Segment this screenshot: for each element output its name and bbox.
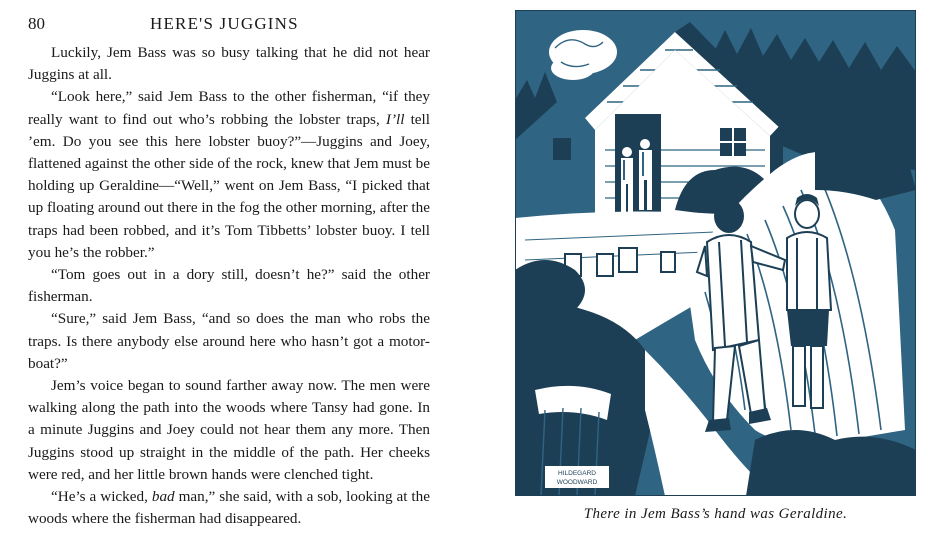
italic-text-run: bad [151,488,175,506]
text-run: tell ’em. Do you see this here lobster buoy?”—Juggins and Joey, flattened against the other side of the rock, knew that Jem must be holding up Geraldine—“Well,” went on Jem Bass, “I picked that up floating around out there in the fog the other morning, after the traps had been robbed, and it’s Tom Tibbetts’ lobster buoy. I tell you he’s the robber.” [28,110,430,261]
text-run: man,” she said, with a sob, looking at the woods where the fisherman had disappeared. [28,488,430,528]
text-run: Luckily, Jem Bass was so busy talking that he did not hear Juggins at all. [28,44,430,84]
page-number: 80 [28,14,45,33]
text-run: “Sure,” said Jem Bass, “and so does the man who robs the traps. Is there anybody else around here who hasn’t got a motor-boat?” [28,310,430,372]
text-run: “Look here,” said Jem Bass to the other fisherman, “if they really want to find out who’s robbing the lobster traps, [28,88,430,128]
body-text-column [28,42,430,530]
signature-line-1: HILDEGARD [558,470,596,477]
body-paragraph [28,486,430,530]
body-paragraph [28,86,430,264]
text-run: Jem’s voice began to sound farther away now. The men were walking along the path into the woods where Tansy had gone. In a minute Juggins and Joey could not hear them any more. Then Juggins stood up straight in the middle of the path. Her cheeks were red, and her little brown hands were clenched tight. [28,377,430,483]
story-illustration [515,10,916,496]
body-paragraph [28,42,430,86]
body-paragraph [28,375,430,486]
artist-signature [545,466,609,488]
illustration-caption: There in Jem Bass’s hand was Geraldine. [583,506,848,522]
body-paragraph [28,308,430,375]
running-head-title: HERE'S JUGGINS [150,14,299,33]
italic-text-run: I’ll [385,110,405,128]
text-run: “Tom goes out in a dory still, doesn’t he?” said the other fisherman. [28,266,430,306]
signature-line-2: WOODWARD [556,479,598,486]
text-run: “He’s a wicked, [51,488,152,506]
body-paragraph [28,264,430,308]
